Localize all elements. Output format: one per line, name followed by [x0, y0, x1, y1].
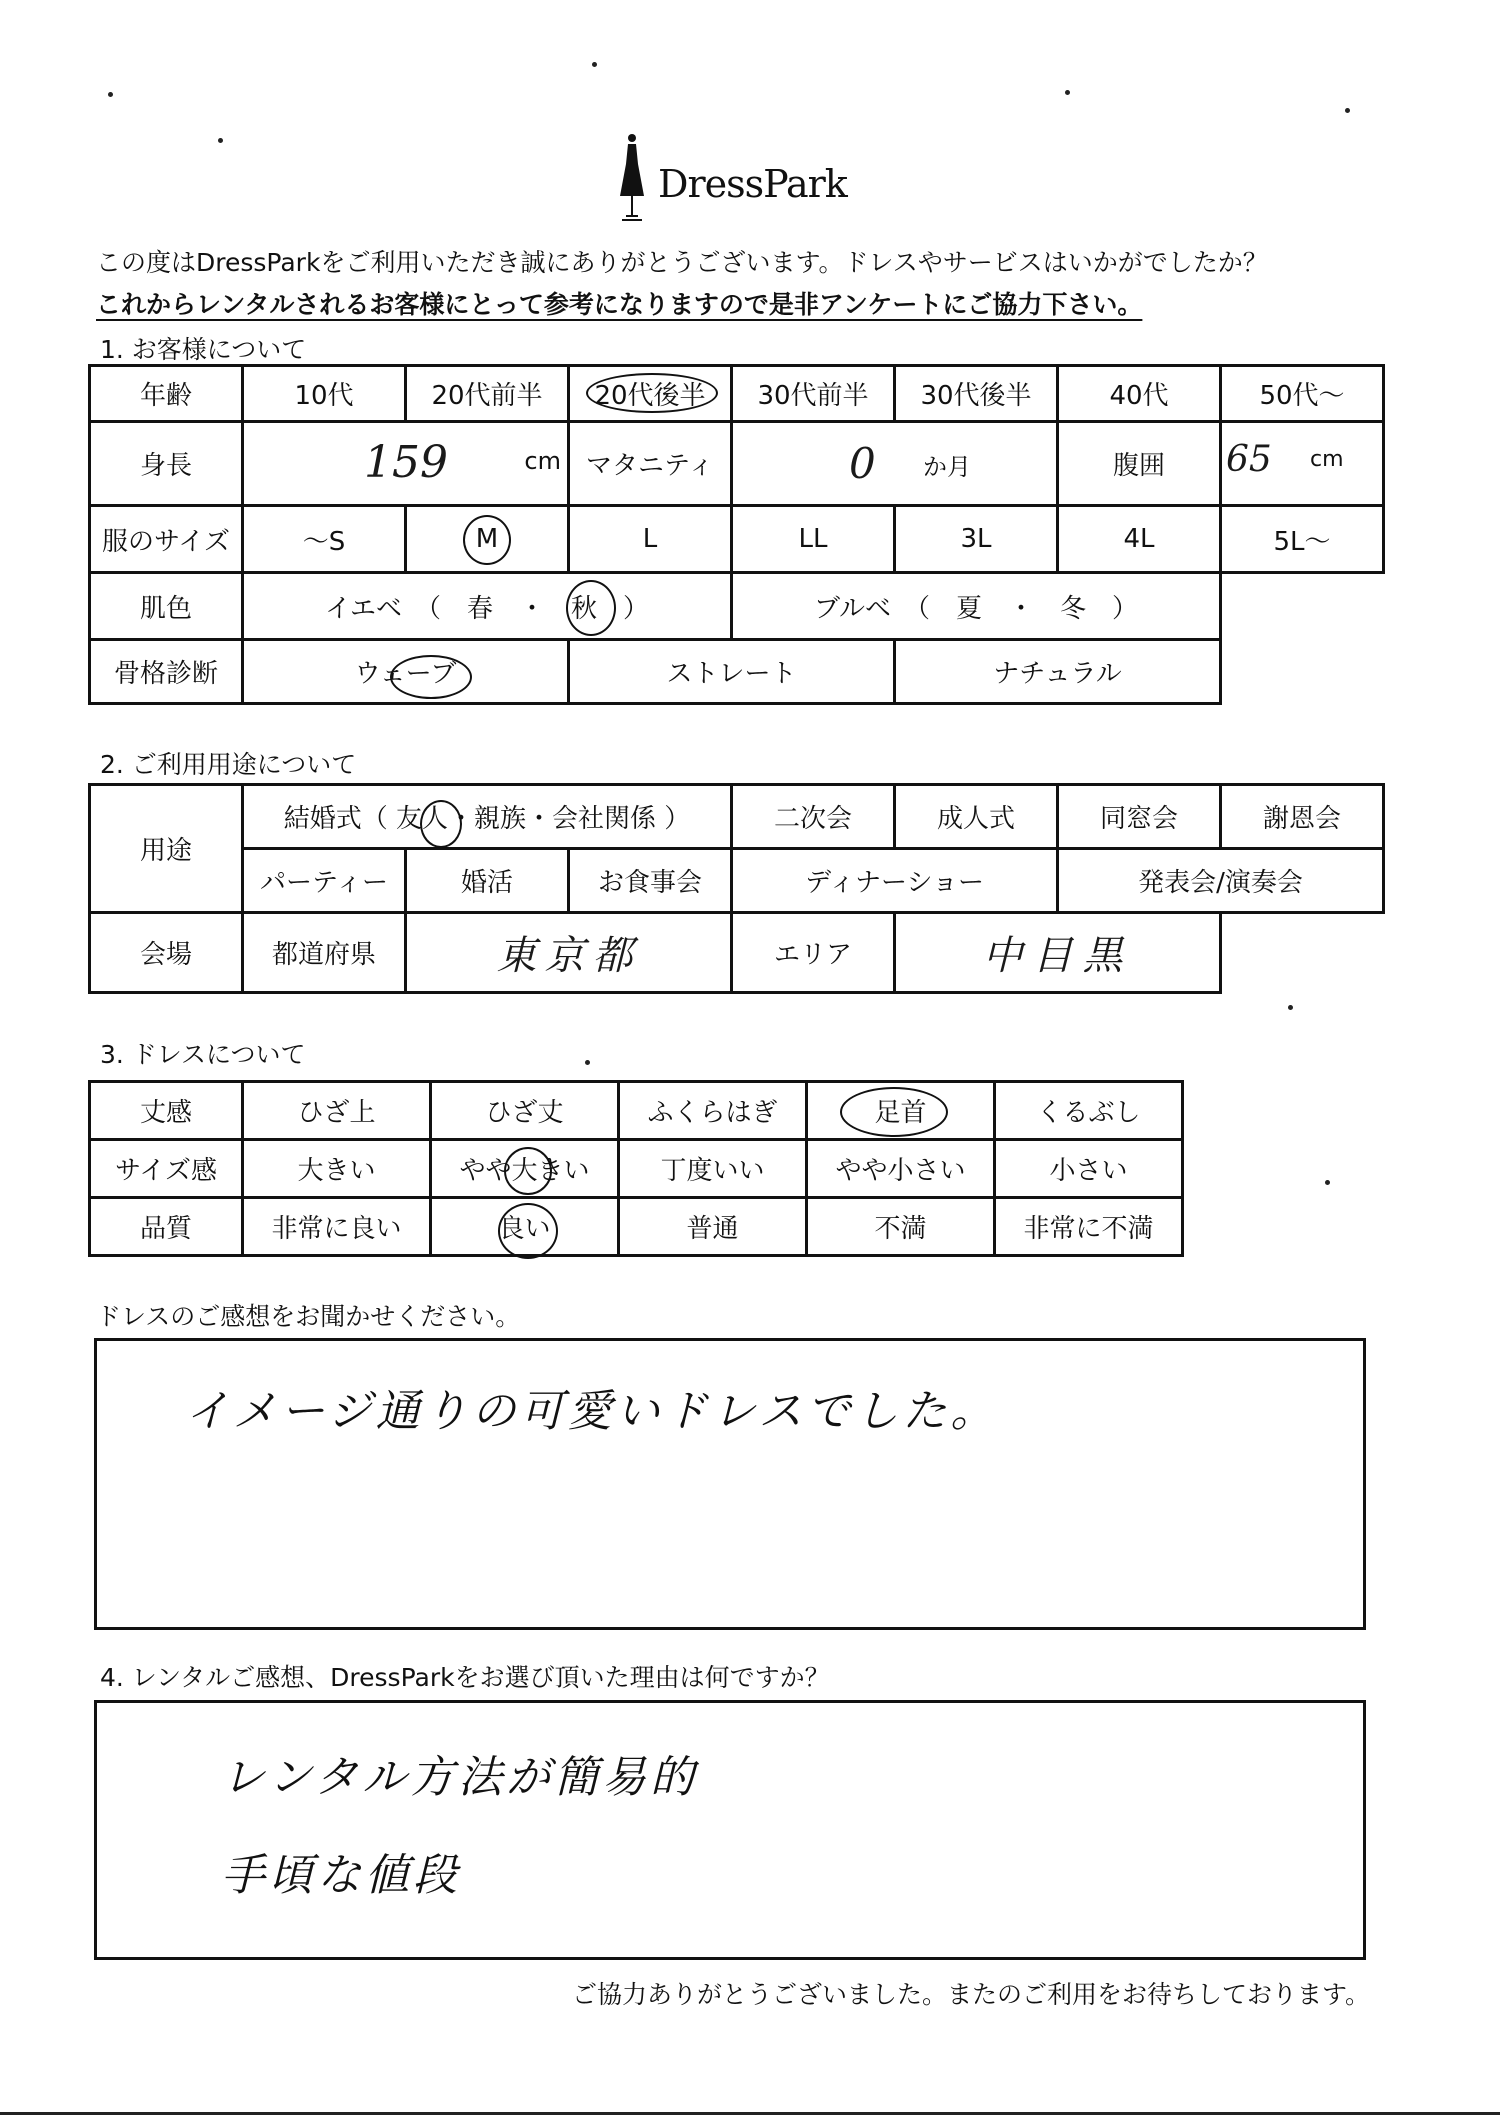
scan-speck — [585, 1060, 590, 1065]
waist-field[interactable] — [1221, 422, 1384, 506]
skin-blue-option[interactable]: ブルベ （ 夏 ・ 冬 ） — [732, 573, 1221, 640]
height-field[interactable] — [243, 422, 569, 506]
section-2-heading: 2. ご利用用途について — [100, 750, 357, 779]
intro-line-1: この度はDressParkをご利用いただき誠にありがとうございます。ドレスやサービスはいかがでしたか？ — [96, 248, 1268, 277]
purpose-table — [88, 783, 1385, 994]
age-option-label: 20代後半 — [594, 381, 706, 411]
scan-speck — [592, 62, 597, 67]
dress-icon — [612, 130, 652, 226]
size-option[interactable]: 4L — [1058, 506, 1221, 573]
size-option[interactable]: 〜S — [243, 506, 406, 573]
frame-label: 骨格診断 — [90, 640, 243, 704]
purpose-option[interactable]: 発表会/演奏会 — [1058, 849, 1384, 913]
quality-option-label: 良い — [498, 1214, 551, 1244]
area-value: 中目黒 — [982, 933, 1133, 979]
maternity-value: 0 — [849, 439, 876, 488]
size-option[interactable]: L — [569, 506, 732, 573]
dress-comment-prompt: ドレスのご感想をお聞かせください。 — [96, 1302, 521, 1331]
frame-option[interactable]: ナチュラル — [895, 640, 1221, 704]
quality-option[interactable]: 不満 — [807, 1198, 995, 1256]
waist-unit: cm — [1310, 447, 1344, 472]
intro-line-2: これからレンタルされるお客様にとって参考になりますので是非アンケートにご協力下さい。 — [96, 290, 1143, 319]
empty-cell — [1221, 640, 1384, 704]
venue-row — [90, 913, 1384, 993]
size-label: 服のサイズ — [90, 506, 243, 573]
frame-option-selected[interactable] — [243, 640, 569, 704]
waist-label: 腹囲 — [1058, 422, 1221, 506]
empty-cell — [1221, 913, 1384, 993]
rental-comment-line-1: レンタル方法が簡易的 — [221, 1752, 699, 1803]
purpose-option[interactable]: お食事会 — [569, 849, 732, 913]
quality-option[interactable]: 非常に良い — [243, 1198, 431, 1256]
skin-yellow-label: イエベ （ 春 ・ 秋 ） — [325, 593, 649, 624]
closing-message: ご協力ありがとうございました。またのご利用をお待ちしております。 — [572, 1980, 1371, 2009]
skin-yellow-option[interactable] — [243, 573, 732, 640]
size-row — [90, 506, 1384, 573]
height-label: 身長 — [90, 422, 243, 506]
purpose-wedding-label: 結婚式（ 友人・親族・会社関係 ） — [283, 804, 691, 834]
length-option[interactable]: くるぶし — [995, 1082, 1183, 1140]
rental-comment-box[interactable] — [94, 1700, 1366, 1960]
area-label: エリア — [732, 913, 895, 993]
age-label: 年齢 — [90, 366, 243, 422]
purpose-row-2 — [90, 849, 1384, 913]
length-option[interactable]: ふくらはぎ — [619, 1082, 807, 1140]
purpose-option[interactable]: 二次会 — [732, 785, 895, 849]
fit-row — [90, 1140, 1183, 1198]
area-field[interactable] — [895, 913, 1221, 993]
scan-speck — [218, 138, 223, 143]
scan-edge — [0, 2112, 1500, 2115]
dress-comment-text: イメージ通りの可愛いドレスでした。 — [185, 1386, 999, 1437]
scan-speck — [1325, 1180, 1330, 1185]
prefecture-field[interactable] — [406, 913, 732, 993]
age-option[interactable]: 30代前半 — [732, 366, 895, 422]
scan-speck — [1065, 90, 1070, 95]
brand-logo — [612, 128, 852, 228]
length-option-label: 足首 — [874, 1098, 927, 1128]
venue-label: 会場 — [90, 913, 243, 993]
purpose-row-1 — [90, 785, 1384, 849]
quality-option[interactable]: 非常に不満 — [995, 1198, 1183, 1256]
waist-value: 65 — [1226, 439, 1272, 480]
fit-label: サイズ感 — [90, 1140, 243, 1198]
size-option[interactable]: 5L〜 — [1221, 506, 1384, 573]
quality-label: 品質 — [90, 1198, 243, 1256]
age-option[interactable]: 20代前半 — [406, 366, 569, 422]
purpose-wedding-option[interactable] — [243, 785, 732, 849]
age-row — [90, 366, 1384, 422]
purpose-option[interactable]: 同窓会 — [1058, 785, 1221, 849]
prefecture-value: 東京都 — [496, 933, 641, 979]
maternity-unit: か月 — [923, 453, 971, 481]
scan-speck — [1288, 1005, 1293, 1010]
quality-option[interactable]: 普通 — [619, 1198, 807, 1256]
fit-option-label: やや大きい — [459, 1156, 590, 1186]
frame-option-label: ウェーブ — [354, 659, 457, 689]
frame-row — [90, 640, 1384, 704]
purpose-option[interactable]: 婚活 — [406, 849, 569, 913]
age-option[interactable]: 10代 — [243, 366, 406, 422]
size-option-selected[interactable] — [406, 506, 569, 573]
size-option-label: M — [475, 524, 499, 554]
scan-speck — [108, 92, 113, 97]
purpose-option[interactable]: 謝恩会 — [1221, 785, 1384, 849]
size-option[interactable]: LL — [732, 506, 895, 573]
age-option[interactable]: 40代 — [1058, 366, 1221, 422]
age-option[interactable]: 30代後半 — [895, 366, 1058, 422]
length-option[interactable]: ひざ上 — [243, 1082, 431, 1140]
brand-name: DressPark — [658, 162, 847, 206]
quality-row — [90, 1198, 1183, 1256]
section-4-heading: 4. レンタルご感想、DressParkをお選び頂いた理由は何ですか？ — [100, 1663, 830, 1692]
scan-speck — [1345, 108, 1350, 113]
quality-option-selected[interactable] — [431, 1198, 619, 1256]
dress-comment-box[interactable] — [94, 1338, 1366, 1630]
purpose-label: 用途 — [90, 785, 243, 913]
fit-option[interactable]: 丁度いい — [619, 1140, 807, 1198]
section-3-heading: 3. ドレスについて — [100, 1040, 306, 1069]
dress-table — [88, 1080, 1184, 1257]
age-option[interactable]: 50代〜 — [1221, 366, 1384, 422]
prefecture-label: 都道府県 — [243, 913, 406, 993]
purpose-option[interactable]: パーティー — [243, 849, 406, 913]
skin-row — [90, 573, 1384, 640]
height-unit: cm — [524, 447, 561, 475]
height-value: 159 — [364, 437, 448, 488]
purpose-option[interactable]: 成人式 — [895, 785, 1058, 849]
length-option[interactable]: ひざ丈 — [431, 1082, 619, 1140]
age-option-selected[interactable] — [569, 366, 732, 422]
customer-table — [88, 364, 1385, 705]
frame-option[interactable]: ストレート — [569, 640, 895, 704]
maternity-label: マタニティ — [569, 422, 732, 506]
rental-comment-line-2: 手頃な値段 — [221, 1850, 461, 1901]
length-option-selected[interactable] — [807, 1082, 995, 1140]
empty-cell — [1221, 573, 1384, 640]
fit-option[interactable]: 大きい — [243, 1140, 431, 1198]
fit-option[interactable]: 小さい — [995, 1140, 1183, 1198]
body-row — [90, 422, 1384, 506]
maternity-field[interactable] — [732, 422, 1058, 506]
size-option[interactable]: 3L — [895, 506, 1058, 573]
skin-label: 肌色 — [90, 573, 243, 640]
length-row — [90, 1082, 1183, 1140]
fit-option-selected[interactable] — [431, 1140, 619, 1198]
fit-option[interactable]: やや小さい — [807, 1140, 995, 1198]
purpose-option[interactable]: ディナーショー — [732, 849, 1058, 913]
section-1-heading: 1. お客様について — [100, 335, 307, 364]
length-label: 丈感 — [90, 1082, 243, 1140]
